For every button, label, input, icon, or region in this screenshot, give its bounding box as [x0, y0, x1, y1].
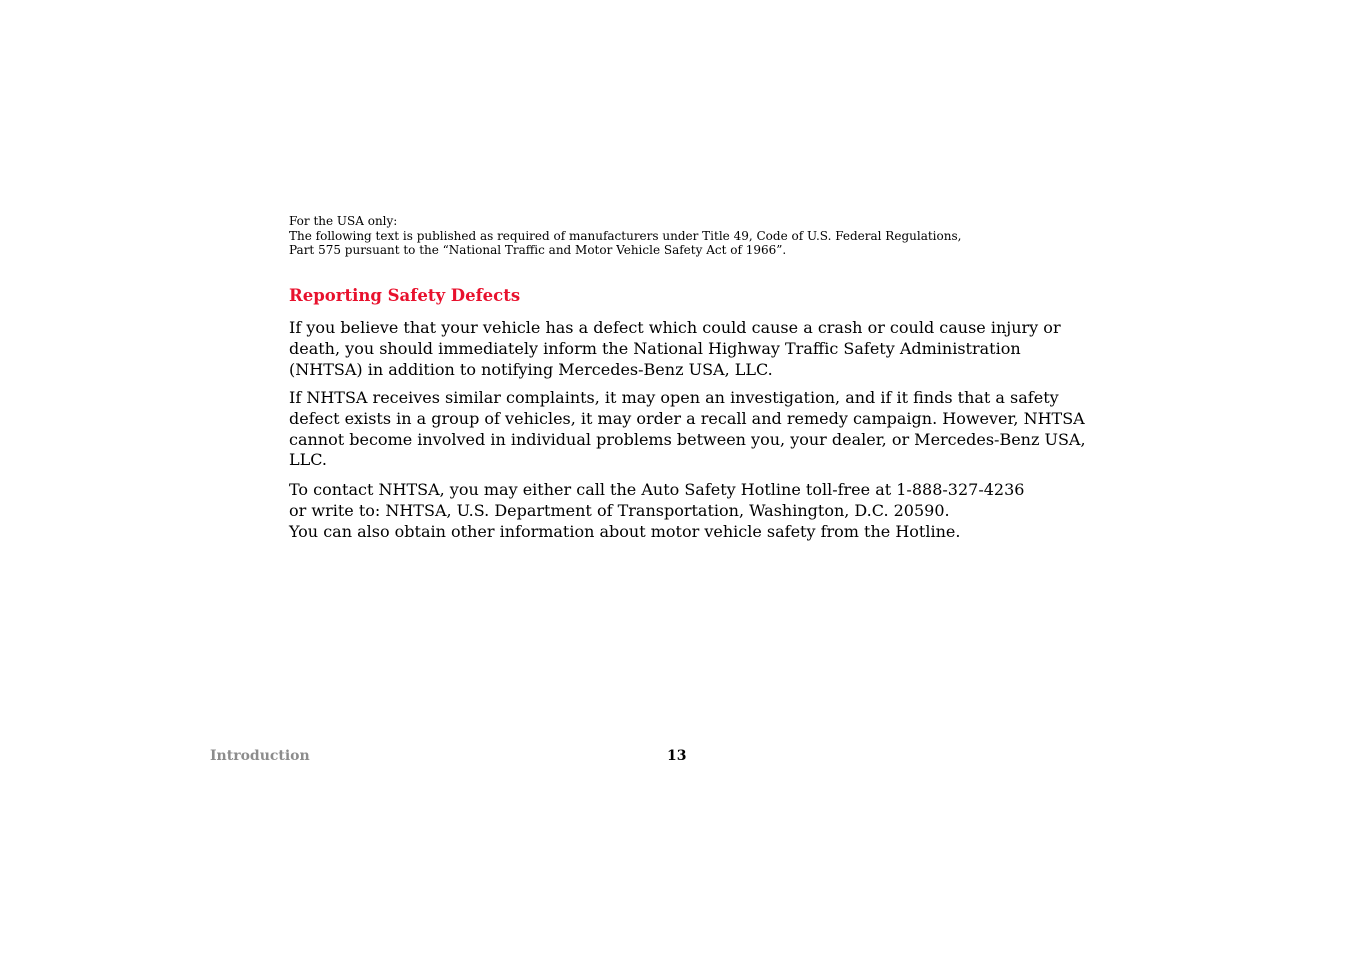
footer-section-title: Introduction: [210, 748, 310, 764]
section-heading: Reporting Safety Defects: [289, 286, 521, 305]
paragraph-line: If NHTSA receives similar complaints, it may open an investigation, and if it finds that a safety: [289, 388, 1059, 407]
paragraph-line: cannot become involved in individual problems between you, your dealer, or Mercedes-Benz USA,: [289, 429, 1086, 449]
paragraph-line: (NHTSA) in addition to notifying Mercedes-Benz USA, LLC.: [289, 359, 773, 379]
paragraph-line: If you believe that your vehicle has a defect which could cause a crash or could cause injury or: [289, 318, 1061, 337]
notice-line: The following text is published as required of manufacturers under Title 49, Code of U.S. Federal Regulations,: [289, 228, 962, 243]
paragraph-line: or write to: NHTSA, U.S. Department of Transportation, Washington, D.C. 20590.: [289, 500, 950, 520]
paragraph-contact: [289, 480, 1079, 542]
paragraph-investigation: [289, 388, 1086, 471]
paragraph-line: To contact NHTSA, you may either call the Auto Safety Hotline toll-free at 1-888-327-4236: [289, 480, 1025, 499]
notice-line: For the USA only:: [289, 214, 398, 228]
paragraph-line: You can also obtain other information about motor vehicle safety from the Hotline.: [289, 521, 961, 541]
paragraph-line: death, you should immediately inform the National Highway Traffic Safety Administration: [289, 338, 1021, 358]
usa-notice: [289, 214, 1069, 258]
paragraph-line: LLC.: [289, 450, 328, 470]
notice-line: Part 575 pursuant to the “National Traffic and Motor Vehicle Safety Act of 1966”.: [289, 243, 787, 257]
paragraph-line: defect exists in a group of vehicles, it may order a recall and remedy campaign. However, NHTSA: [289, 408, 1085, 428]
paragraph-report-defect: [289, 318, 1079, 380]
page-number: 13: [667, 748, 687, 764]
